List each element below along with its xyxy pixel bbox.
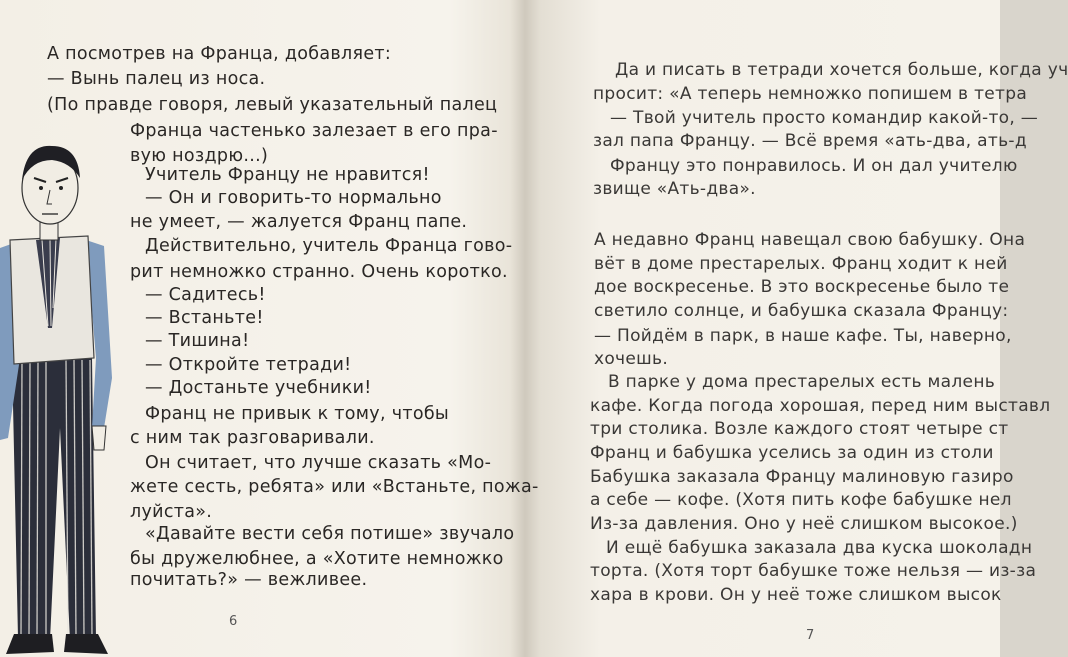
text-line: — Тишина!	[145, 331, 250, 351]
text-line: Францу это понравилось. И он дал учителю	[610, 156, 1018, 176]
teacher-illustration	[0, 128, 120, 657]
text-line: Бабушка заказала Францу малиновую газиро	[590, 467, 1014, 487]
text-line: — Твой учитель просто командир какой-то, —	[610, 108, 1039, 128]
text-line: кафе. Когда погода хорошая, перед ним выставл	[590, 396, 1051, 416]
text-line: «Давайте вести себя потише» звучало	[145, 524, 515, 544]
text-line: Учитель Францу не нравится!	[145, 165, 430, 185]
text-line: В парке у дома престарелых есть малень	[608, 372, 996, 392]
text-line: — Садитесь!	[145, 285, 266, 305]
text-line: Да и писать в тетради хочется больше, когда уч	[615, 60, 1068, 80]
text-line: не умеет, — жалуется Франц папе.	[130, 212, 468, 232]
text-line: И ещё бабушка заказала два куска шоколадн	[606, 538, 1033, 558]
text-line: с ним так разговаривали.	[130, 428, 375, 448]
text-line: зал папа Францу. — Всё время «ать-два, ать-д	[593, 131, 1027, 151]
text-line: а себе — кофе. (Хотя пить кофе бабушке нел	[590, 490, 1012, 510]
page-number: 7	[806, 628, 815, 643]
text-line: бы дружелюбнее, а «Хотите немножко	[130, 549, 504, 569]
text-line: — Достаньте учебники!	[145, 378, 372, 398]
text-line: почитать?» — вежливее.	[130, 570, 368, 590]
text-line: Франц и бабушка уселись за один из столи	[590, 443, 994, 463]
text-line: (По правде говоря, левый указательный палец	[47, 95, 498, 115]
text-line: светило солнце, и бабушка сказала Францу:	[594, 301, 1009, 321]
text-line: Действительно, учитель Франца гово-	[145, 236, 513, 256]
text-line: вёт в доме престарелых. Франц ходит к ней	[594, 254, 1008, 274]
text-line: Из-за давления. Оно у неё слишком высокое.)	[590, 514, 1018, 534]
text-line: луйста».	[130, 502, 213, 522]
text-line: звище «Ать-два».	[593, 179, 756, 199]
text-line: — Он и говорить-то нормально	[145, 188, 442, 208]
text-line: Франца частенько залезает в его пра-	[130, 121, 498, 141]
text-line: — Пойдём в парк, в наше кафе. Ты, наверно,	[594, 326, 1012, 346]
text-line: хочешь.	[594, 349, 669, 369]
right-page	[528, 0, 1068, 657]
text-line: Франц не привык к тому, чтобы	[145, 404, 450, 424]
text-line: жете сесть, ребята» или «Встаньте, пожа-	[130, 477, 539, 497]
text-line: три столика. Возле каждого стоят четыре ст	[590, 419, 1009, 439]
text-line: просит: «А теперь немножко попишем в тетра	[593, 84, 1028, 104]
text-line: вую ноздрю...)	[130, 146, 269, 166]
text-line: торта. (Хотя торт бабушке тоже нельзя — из-за	[590, 561, 1037, 581]
text-line: дое воскресенье. В это воскресенье было те	[594, 277, 1010, 297]
text-line: — Откройте тетради!	[145, 355, 352, 375]
text-line: Он считает, что лучше сказать «Мо-	[145, 453, 492, 473]
page-number: 6	[229, 614, 238, 629]
text-line: — Вынь палец из носа.	[47, 69, 266, 89]
text-line: А посмотрев на Франца, добавляет:	[47, 44, 392, 64]
text-line: рит немножко странно. Очень коротко.	[130, 262, 508, 282]
text-line: А недавно Франц навещал свою бабушку. Она	[594, 230, 1026, 250]
text-line: хара в крови. Он у неё тоже слишком высок	[590, 585, 1002, 605]
text-line: — Встаньте!	[145, 308, 264, 328]
